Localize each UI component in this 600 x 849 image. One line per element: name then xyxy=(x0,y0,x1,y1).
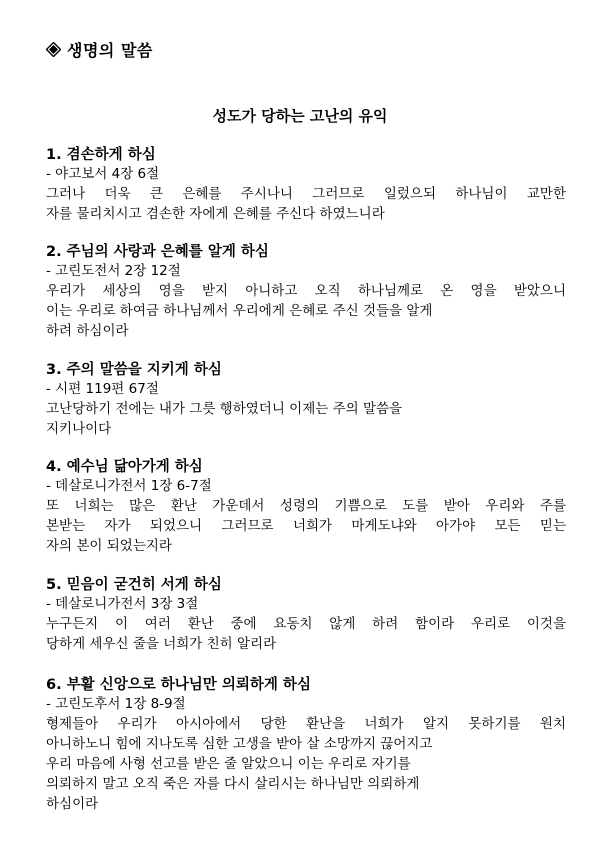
section-heading: 4. 예수님 닮아가게 하심 xyxy=(46,459,203,475)
section-reference: - 야고보서 4장 6절 xyxy=(46,166,160,182)
section-2 xyxy=(46,242,566,341)
section-3 xyxy=(46,360,566,439)
section-heading: 5. 믿음이 굳건히 서게 하심 xyxy=(46,577,222,593)
section-reference: - 데살로니가전서 1장 6-7절 xyxy=(46,478,212,494)
section-line: 당하게 세우신 줄을 너희가 친히 알리라 xyxy=(46,636,277,652)
section-5 xyxy=(46,575,566,654)
section-heading: 2. 주님의 사랑과 은혜를 알게 하심 xyxy=(46,244,269,260)
section-reference: - 시편 119편 67절 xyxy=(46,381,159,397)
section-heading: 3. 주의 말씀을 지키게 하심 xyxy=(46,362,222,378)
header-title: 생명의 말씀 xyxy=(67,41,153,60)
section-line: 자를 물리치시고 겸손한 자에게 은혜를 주신다 하였느니라 xyxy=(46,206,385,222)
section-line: 우리 마음에 사형 선고를 받은 줄 알았으니 이는 우리로 자기를 xyxy=(46,756,411,772)
section-line: 누구든지 이 여러 환난 중에 요동치 않게 하려 함이라 우리로 이것을 xyxy=(46,616,566,632)
section-line: 본받는 자가 되었으니 그러므로 너희가 마게도냐와 아가야 모든 믿는 xyxy=(46,518,566,534)
section-line: 아니하노니 힘에 지나도록 심한 고생을 받아 살 소망까지 끊어지고 xyxy=(46,736,433,752)
section-line: 의뢰하지 말고 오직 죽은 자를 다시 살리시는 하나님만 의뢰하게 xyxy=(46,776,420,792)
section-1 xyxy=(46,145,566,224)
page-title: 성도가 당하는 고난의 유익 xyxy=(212,107,388,125)
section-line: 형제들아 우리가 아시아에서 당한 환난을 너희가 알지 못하기를 원치 xyxy=(46,716,566,732)
section-heading: 1. 겸손하게 하심 xyxy=(46,147,156,163)
header xyxy=(46,38,153,61)
section-line: 자의 본이 되었는지라 xyxy=(46,538,172,554)
section-6 xyxy=(46,675,566,814)
section-line: 하심이라 xyxy=(46,796,99,812)
section-line: 또 너희는 많은 환난 가운데서 성령의 기쁨으로 도를 받아 우리와 주를 xyxy=(46,498,566,514)
section-heading: 6. 부활 신앙으로 하나님만 의뢰하게 하심 xyxy=(46,677,311,693)
section-line: 그러나 더욱 큰 은혜를 주시나니 그러므로 일렀으되 하나님이 교만한 xyxy=(46,186,566,202)
section-line: 고난당하기 전에는 내가 그릇 행하였더니 이제는 주의 말씀을 xyxy=(46,401,403,417)
diamond-icon xyxy=(46,42,61,57)
section-line: 하려 하심이라 xyxy=(46,323,129,339)
section-line: 이는 우리로 하여금 하나님께서 우리에게 은혜로 주신 것들을 알게 xyxy=(46,303,433,319)
section-line: 우리가 세상의 영을 받지 아니하고 오직 하나님께로 온 영을 받았으니 xyxy=(46,283,566,299)
section-reference: - 고린도전서 2장 12절 xyxy=(46,263,181,279)
section-reference: - 고린도후서 1장 8-9절 xyxy=(46,696,186,712)
section-line: 지키나이다 xyxy=(46,421,112,437)
section-reference: - 데살로니가전서 3장 3절 xyxy=(46,596,199,612)
section-4 xyxy=(46,457,566,556)
